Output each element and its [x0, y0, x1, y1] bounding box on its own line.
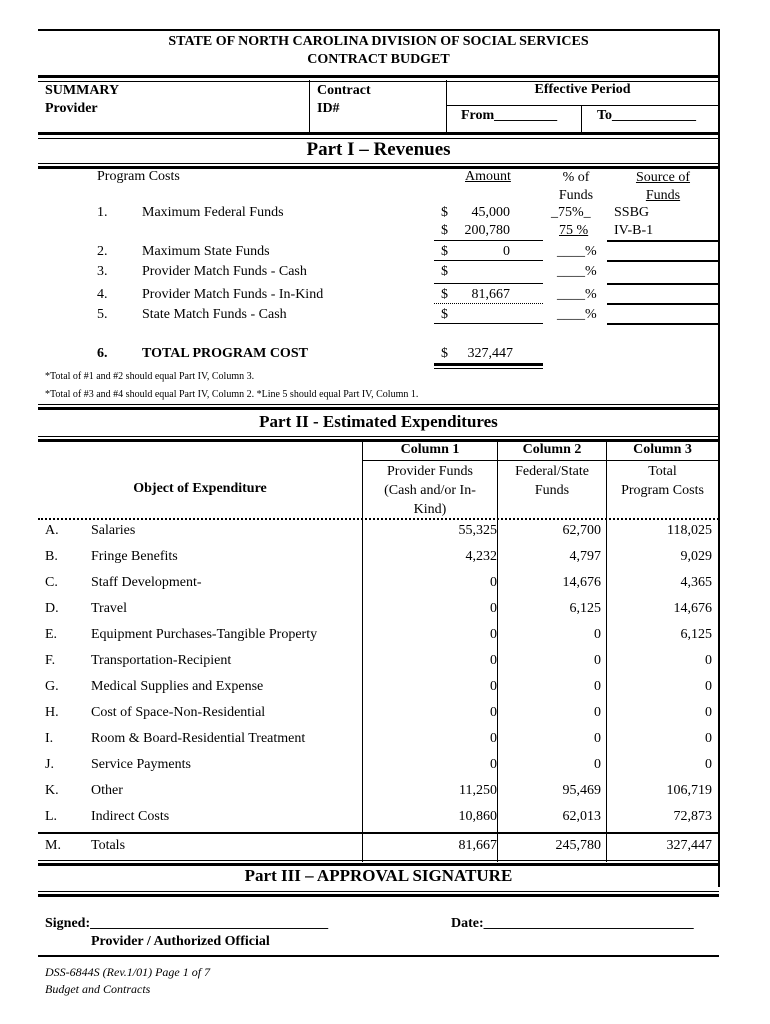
cell-column3[interactable]: 0	[705, 731, 712, 746]
row-label: Fringe Benefits	[91, 549, 178, 564]
column3-sub2: Program Costs	[621, 483, 704, 498]
dollar-sign: $	[441, 307, 448, 322]
part2-top-divider	[38, 404, 719, 410]
cell-column2[interactable]: 62,013	[562, 809, 601, 824]
cell-column1[interactable]: 0	[490, 575, 497, 590]
dollar-sign: $	[441, 205, 448, 220]
total-program-cost-label: TOTAL PROGRAM COST	[142, 346, 308, 361]
column1-sub1: Provider Funds	[387, 464, 473, 479]
cell-column3[interactable]: 14,676	[673, 601, 712, 616]
column3-title: Column 3	[633, 442, 692, 457]
column2-title: Column 2	[522, 442, 582, 457]
pct-header-1: % of	[562, 170, 590, 185]
row-letter: B.	[45, 549, 58, 564]
cell-column1[interactable]: 0	[490, 601, 497, 616]
row-label: Staff Development-	[91, 575, 202, 590]
cell-column1[interactable]: 55,325	[458, 523, 497, 538]
signature-field[interactable]: Signed:__________________________________	[45, 916, 329, 931]
row-letter: H.	[45, 705, 59, 720]
cell-column2[interactable]: 14,676	[562, 575, 601, 590]
revenue-source[interactable]: SSBG	[614, 205, 650, 220]
provider-label: Provider	[45, 101, 98, 116]
revenue-row-num: 5.	[97, 307, 108, 322]
total-program-cost-amount[interactable]: 327,447	[467, 346, 513, 361]
cell-column2[interactable]: 4,797	[569, 549, 601, 564]
part3-title: Part III – APPROVAL SIGNATURE	[244, 866, 513, 885]
cell-column3[interactable]: 0	[705, 679, 712, 694]
source-underline	[607, 283, 718, 285]
col2-left-line	[497, 441, 498, 862]
cell-column3[interactable]: 0	[705, 653, 712, 668]
cell-column3[interactable]: 118,025	[667, 523, 712, 538]
contract-label: Contract	[317, 83, 371, 98]
cell-column2[interactable]: 62,700	[562, 523, 601, 538]
col-divider-1	[309, 80, 310, 133]
row-label: Indirect Costs	[91, 809, 170, 824]
revenue-pct[interactable]: _75%_	[551, 205, 591, 220]
dollar-sign: $	[441, 223, 448, 238]
row-label: Salaries	[91, 523, 136, 538]
row-letter: C.	[45, 575, 58, 590]
row-letter: K.	[45, 783, 59, 798]
department-label: Budget and Contracts	[45, 982, 151, 996]
object-of-expenditure-header: Object of Expenditure	[133, 481, 267, 496]
revenue-row-label: Maximum State Funds	[142, 244, 270, 259]
from-field[interactable]: From_________	[461, 108, 558, 123]
col3-left-line	[606, 441, 607, 862]
cell-column2[interactable]: 0	[594, 627, 601, 642]
cell-column2[interactable]: 95,469	[562, 783, 601, 798]
cell-column2[interactable]: 0	[594, 757, 601, 772]
cell-column1[interactable]: 10,860	[458, 809, 497, 824]
column3-sub1: Total	[648, 464, 677, 479]
header-divider	[38, 75, 719, 82]
column3-subtitle	[607, 462, 718, 500]
pct-header	[548, 169, 604, 205]
column1-sub2: (Cash and/or In-	[384, 483, 476, 498]
totals-label: Totals	[91, 838, 126, 853]
row-label: Transportation-Recipient	[91, 653, 232, 668]
cell-column2[interactable]: 0	[594, 705, 601, 720]
source-underline	[607, 240, 718, 242]
column2-sub1: Federal/State	[515, 464, 589, 479]
revenue-pct[interactable]: 75 %	[559, 223, 589, 238]
revenue-pct[interactable]: ____%	[557, 307, 597, 322]
effective-period-label: Effective Period	[534, 82, 631, 97]
row-label: Cost of Space-Non-Residential	[91, 705, 266, 720]
cell-column1[interactable]: 4,232	[465, 549, 497, 564]
part3-bottom-line	[38, 955, 719, 957]
revenue-row-num: 4.	[97, 287, 108, 302]
totals-column1[interactable]: 81,667	[458, 838, 497, 853]
row-label: Room & Board-Residential Treatment	[91, 731, 306, 746]
cell-column2[interactable]: 6,125	[569, 601, 601, 616]
row-label: Service Payments	[91, 757, 191, 772]
row-letter: E.	[45, 627, 58, 642]
part1-note-1: *Total of #1 and #2 should equal Part IV, Column 3.	[45, 371, 255, 382]
cell-column1[interactable]: 0	[490, 705, 497, 720]
form-title	[38, 33, 719, 69]
totals-top-line	[38, 832, 719, 834]
row-label: Other	[91, 783, 123, 798]
cell-column1[interactable]: 11,250	[459, 783, 497, 798]
revenue-pct[interactable]: ____%	[557, 244, 597, 259]
contract-id-cell[interactable]	[317, 82, 371, 118]
revenue-amount[interactable]: 45,000	[471, 205, 510, 220]
revenue-row-label: Provider Match Funds - In-Kind	[142, 287, 324, 302]
column1-title: Column 1	[400, 442, 460, 457]
column-title-divider	[362, 460, 718, 461]
cell-column3[interactable]: 4,365	[680, 575, 712, 590]
cell-column1[interactable]: 0	[490, 679, 497, 694]
column1-subtitle	[363, 462, 497, 519]
title-line-2: CONTRACT BUDGET	[307, 52, 450, 67]
revenue-pct[interactable]: ____%	[557, 287, 597, 302]
amount-underline	[434, 240, 543, 241]
revenue-row-label: State Match Funds - Cash	[142, 307, 287, 322]
amount-underline	[434, 303, 543, 304]
contract-id-label: ID#	[317, 101, 340, 116]
cell-column3[interactable]: 9,029	[680, 549, 712, 564]
source-underline	[607, 303, 718, 305]
cell-column1[interactable]: 0	[490, 731, 497, 746]
totals-column2[interactable]: 245,780	[555, 838, 601, 853]
part1-note-2: *Total of #3 and #4 should equal Part IV, Column 2. *Line 5 should equal Part IV, Column 1.	[45, 389, 419, 400]
cell-column2[interactable]: 0	[594, 679, 601, 694]
revenue-amount[interactable]: 200,780	[464, 223, 510, 238]
program-costs-label: Program Costs	[97, 169, 180, 184]
revenue-row-label: Provider Match Funds - Cash	[142, 264, 307, 279]
dollar-sign: $	[441, 244, 448, 259]
cell-column3[interactable]: 72,873	[673, 809, 712, 824]
header-bottom-divider	[38, 132, 719, 139]
row-letter: I.	[45, 731, 54, 746]
row-letter: A.	[45, 523, 59, 538]
row-letter: J.	[45, 757, 54, 772]
top-border	[38, 29, 719, 31]
row-letter: L.	[45, 809, 58, 824]
revenue-row-num: 2.	[97, 244, 108, 259]
amount-header: Amount	[465, 169, 511, 184]
cell-column1[interactable]: 0	[490, 653, 497, 668]
source-header	[617, 169, 709, 205]
to-field[interactable]: To____________	[597, 108, 697, 123]
revenue-row-num: 3.	[97, 264, 108, 279]
title-line-1: STATE OF NORTH CAROLINA DIVISION OF SOCIAL SERVICES	[168, 34, 589, 49]
source-underline	[607, 260, 718, 262]
cell-column3[interactable]: 6,125	[680, 627, 712, 642]
source-header-2: Funds	[645, 188, 681, 203]
authorized-official-label: Provider / Authorized Official	[91, 934, 270, 949]
cell-column1[interactable]: 0	[490, 627, 497, 642]
row-letter: G.	[45, 679, 59, 694]
pct-header-2: Funds	[558, 188, 594, 203]
dollar-sign: $	[441, 287, 448, 302]
dollar-sign: $	[441, 264, 448, 279]
part1-title: Part I – Revenues	[306, 139, 451, 160]
header-bottom-line	[38, 518, 719, 520]
column2-subtitle	[498, 462, 606, 500]
revenue-amount[interactable]: 0	[503, 244, 510, 259]
total-row-num: 6.	[97, 346, 108, 361]
row-letter: F.	[45, 653, 56, 668]
cell-column3[interactable]: 0	[705, 705, 712, 720]
row-label: Equipment Purchases-Tangible Property	[91, 627, 318, 642]
cell-column2[interactable]: 0	[594, 653, 601, 668]
cell-column3[interactable]: 106,719	[666, 783, 712, 798]
revenue-amount[interactable]: 81,667	[471, 287, 510, 302]
source-header-1: Source of	[635, 170, 691, 185]
dollar-sign: $	[441, 346, 448, 361]
source-underline	[607, 323, 718, 325]
cell-column3[interactable]: 0	[705, 757, 712, 772]
totals-column3[interactable]: 327,447	[666, 838, 712, 853]
row-letter: D.	[45, 601, 59, 616]
revenue-source[interactable]: IV-B-1	[614, 223, 654, 238]
totals-letter: M.	[45, 838, 61, 853]
period-mid-divider	[581, 105, 582, 133]
revenue-row-num: 1.	[97, 205, 108, 220]
revenue-pct[interactable]: ____%	[557, 264, 597, 279]
part3-title-divider	[38, 891, 719, 897]
row-label: Medical Supplies and Expense	[91, 679, 264, 694]
period-divider	[446, 105, 718, 106]
summary-label: SUMMARY	[45, 83, 120, 98]
part2-title: Part II - Estimated Expenditures	[259, 412, 498, 431]
summary-provider-cell	[45, 82, 119, 118]
row-label: Travel	[91, 601, 128, 616]
cell-column1[interactable]: 0	[490, 757, 497, 772]
column1-sub3: Kind)	[413, 502, 447, 517]
amount-underline	[434, 323, 543, 324]
amount-underline	[434, 283, 543, 284]
date-field[interactable]: Date:______________________________	[451, 916, 694, 931]
column2-sub2: Funds	[534, 483, 570, 498]
cell-column2[interactable]: 0	[594, 731, 601, 746]
form-id: DSS-6844S (Rev.1/01) Page 1 of 7	[45, 965, 211, 979]
amount-underline	[434, 260, 543, 261]
total-double-underline	[434, 363, 543, 369]
revenue-row-label: Maximum Federal Funds	[142, 205, 284, 220]
